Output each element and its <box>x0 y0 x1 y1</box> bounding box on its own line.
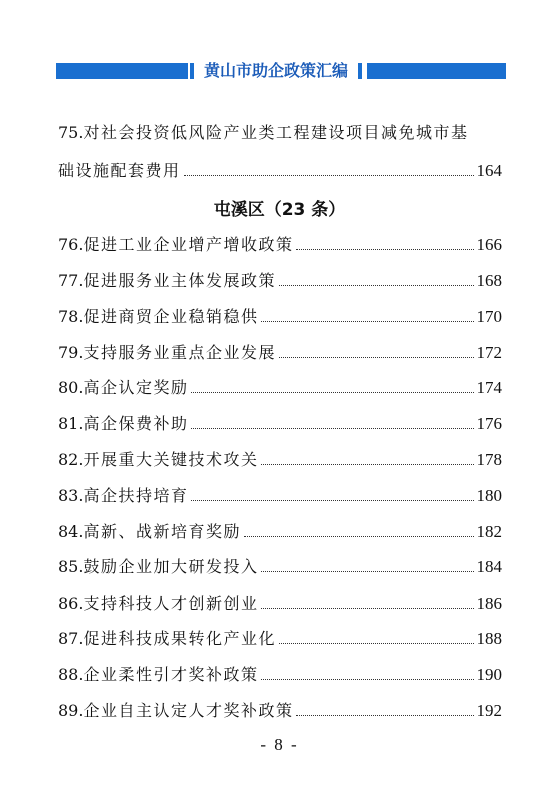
entry-page-number: 188 <box>476 629 502 648</box>
header-bar-right <box>367 63 506 79</box>
entry-page-number: 172 <box>476 343 502 362</box>
entry-number: 77. <box>58 271 84 290</box>
entry-number: 81. <box>58 414 84 433</box>
dot-leader <box>191 427 473 429</box>
toc-entry[interactable] <box>58 627 502 651</box>
dot-leader <box>296 248 473 250</box>
toc-entry-75-continued[interactable] <box>58 159 502 183</box>
dot-leader <box>261 320 473 322</box>
header-separator <box>358 63 362 79</box>
header-title: 黄山市助企政策汇编 <box>203 61 348 80</box>
entry-title: 促进科技成果转化产业化 <box>83 629 276 648</box>
toc-entry[interactable] <box>58 484 502 508</box>
entry-page-number: 170 <box>476 307 502 326</box>
header-bar-left <box>56 63 188 79</box>
entry-page-number: 190 <box>476 665 502 684</box>
entry-title: 企业柔性引才奖补政策 <box>83 665 259 684</box>
dot-leader <box>184 174 474 176</box>
entry-page-number: 180 <box>476 486 502 505</box>
entry-title: 开展重大关键技术攻关 <box>83 450 259 469</box>
entry-title-line1: 对社会投资低风险产业类工程建设项目减免城市基 <box>83 123 469 142</box>
entry-title: 促进商贸企业稳销稳供 <box>83 307 259 326</box>
dot-leader <box>279 284 474 286</box>
entry-number: 78. <box>58 307 84 326</box>
entry-page-number: 184 <box>476 557 502 576</box>
entry-title: 企业自主认定人才奖补政策 <box>83 701 294 720</box>
entry-title: 促进工业企业增产增收政策 <box>83 235 294 254</box>
entry-number: 89. <box>58 701 84 720</box>
entry-title: 支持服务业重点企业发展 <box>83 343 276 362</box>
entry-title: 高企扶持培育 <box>83 486 189 505</box>
entry-title: 高新、战新培育奖励 <box>83 522 241 541</box>
entry-page-number: 166 <box>476 235 502 254</box>
toc-entry[interactable] <box>58 341 502 365</box>
section-heading: 屯溪区（23 条） <box>213 200 346 220</box>
entry-title: 支持科技人才创新创业 <box>83 594 259 613</box>
entry-number: 87. <box>58 629 84 648</box>
entry-number: 82. <box>58 450 84 469</box>
page-number: - 8 - <box>260 735 299 754</box>
dot-leader <box>191 391 473 393</box>
toc-entry[interactable] <box>58 592 502 616</box>
entry-number: 76. <box>58 235 84 254</box>
entry-page-number: 186 <box>476 594 502 613</box>
dot-leader <box>261 678 473 680</box>
header-separator <box>190 63 194 79</box>
entry-number: 83. <box>58 486 84 505</box>
toc-entry[interactable] <box>58 663 502 687</box>
toc-entry[interactable] <box>58 412 502 436</box>
entry-page-number: 178 <box>476 450 502 469</box>
dot-leader <box>244 535 474 537</box>
toc-entry[interactable] <box>58 699 502 723</box>
dot-leader <box>279 356 474 358</box>
entry-title: 高企保费补助 <box>83 414 189 433</box>
toc-entry[interactable] <box>58 233 502 257</box>
entry-number: 75. <box>58 123 84 142</box>
dot-leader <box>191 499 473 501</box>
entry-title: 促进服务业主体发展政策 <box>83 271 276 290</box>
entry-page-number: 164 <box>476 161 502 180</box>
toc-entry[interactable] <box>58 269 502 293</box>
dot-leader <box>296 714 473 716</box>
toc-entry[interactable] <box>58 555 502 579</box>
toc-entry[interactable] <box>58 376 502 400</box>
dot-leader <box>261 570 473 572</box>
entry-number: 88. <box>58 665 84 684</box>
entry-page-number: 192 <box>476 701 502 720</box>
entry-number: 80. <box>58 378 84 397</box>
page-header <box>56 60 506 80</box>
entry-title: 高企认定奖励 <box>83 378 189 397</box>
entry-page-number: 168 <box>476 271 502 290</box>
entry-title-line2: 础设施配套费用 <box>58 161 181 180</box>
toc-entry-75[interactable] <box>58 121 502 145</box>
toc-entry[interactable] <box>58 305 502 329</box>
entry-number: 84. <box>58 522 84 541</box>
entry-page-number: 182 <box>476 522 502 541</box>
toc-entry[interactable] <box>58 520 502 544</box>
dot-leader <box>261 607 473 609</box>
entry-title: 鼓励企业加大研发投入 <box>83 557 259 576</box>
toc-entry[interactable] <box>58 448 502 472</box>
dot-leader <box>279 642 474 644</box>
entry-number: 86. <box>58 594 84 613</box>
entry-page-number: 174 <box>476 378 502 397</box>
entry-number: 85. <box>58 557 84 576</box>
entry-number: 79. <box>58 343 84 362</box>
entry-page-number: 176 <box>476 414 502 433</box>
dot-leader <box>261 463 473 465</box>
